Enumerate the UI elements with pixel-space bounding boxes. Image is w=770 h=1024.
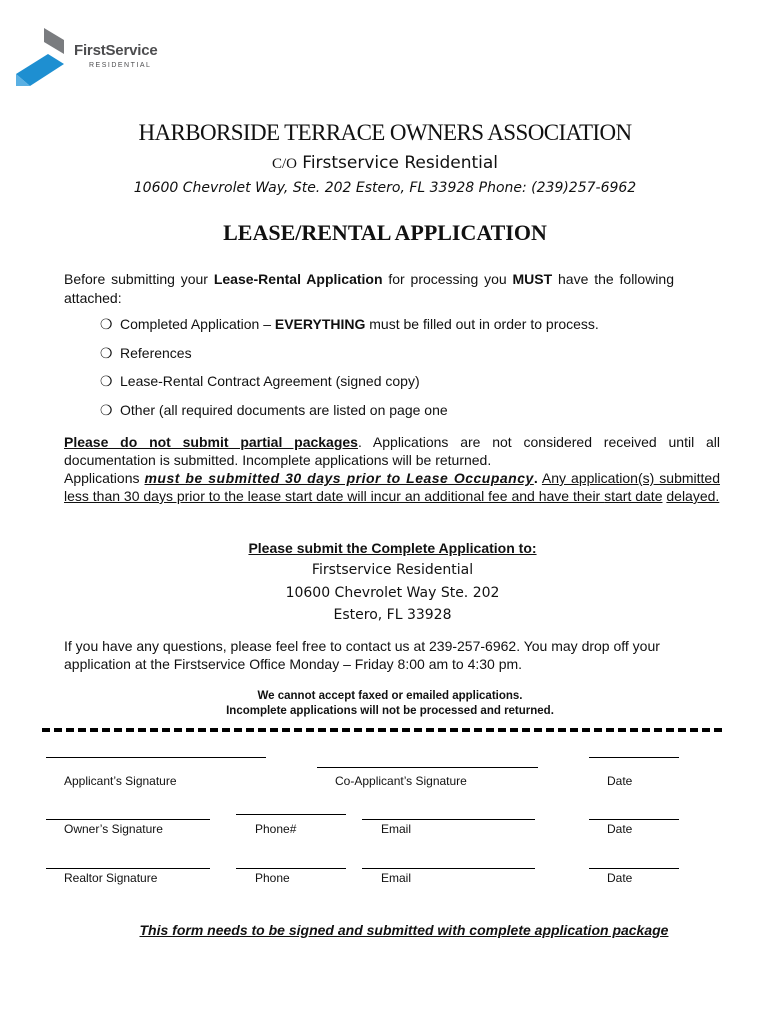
checklist-item1-post: must be filled out in order to process. [365, 316, 599, 332]
realtor-phone-label: Phone [255, 871, 290, 885]
application-title: LEASE/RENTAL APPLICATION [223, 220, 547, 245]
notice-text-1: . Applications are not considered received until all documentation is submitted. Incomplete applications will be returned. [64, 434, 720, 468]
questions-paragraph: If you have any questions, please feel free to contact us at 239-257-6962. You may drop off your application at the Firstservice Office Monday – Friday 8:00 am to 4:30 pm. [64, 638, 660, 672]
circle-bullet-icon: ❍ [100, 401, 113, 418]
firstservice-logo [14, 26, 174, 90]
notice-text-2: Applications [64, 470, 145, 486]
submission-notice [64, 433, 720, 505]
submit-address-line2: 10600 Chevrolet Way Ste. 202 [285, 584, 500, 601]
circle-bullet-icon: ❍ [100, 373, 113, 389]
fax-note-line2: Incomplete applications will not be processed and returned. [226, 705, 554, 717]
applicant-signature-line[interactable] [46, 757, 266, 758]
checklist-item1-bold: EVERYTHING [274, 316, 366, 332]
submit-address [0, 559, 770, 627]
intro-bold-must: MUST [512, 271, 553, 287]
applicant-signature-label: Applicant’s Signature [64, 774, 177, 788]
checklist-item1-pre: Completed Application – [120, 316, 275, 332]
notice-partial-packages: Please do not submit partial packages [64, 434, 358, 450]
date-line-2[interactable] [589, 819, 679, 820]
intro-bold-application: Lease-Rental Application [213, 271, 383, 287]
care-of-line [0, 152, 770, 174]
checklist-item-text: Other (all required documents are listed on page one [120, 401, 448, 418]
logo-brand-sub: RESIDENTIAL [89, 62, 152, 69]
logo-mark-icon [14, 26, 74, 90]
date-label-3: Date [607, 871, 633, 885]
circle-bullet-icon: ❍ [100, 344, 113, 361]
owner-phone-line[interactable] [236, 814, 346, 815]
footer-note: This form needs to be signed and submitted with complete application package [139, 922, 669, 938]
notice-30-days-emphasis: must be submitted 30 days prior to Lease Occupancy [144, 470, 534, 486]
notice-underlined-3: delayed. [666, 488, 720, 504]
circle-bullet-icon: ❍ [100, 316, 113, 332]
intro-text-2: for processing you [382, 271, 513, 287]
logo-brand-name: FirstService [74, 42, 158, 59]
checklist-item-text [120, 314, 599, 334]
notice-underlined-2: start date [604, 488, 663, 504]
co-applicant-signature-label: Co-Applicant’s Signature [335, 774, 467, 788]
list-item [100, 314, 700, 343]
care-of-prefix: C/O [271, 156, 297, 172]
dashed-divider [42, 728, 722, 732]
owner-phone-label: Phone# [255, 822, 297, 836]
submit-address-line3: Estero, FL 33928 [333, 607, 452, 623]
realtor-signature-label: Realtor Signature [64, 871, 158, 885]
notice-period: . [533, 470, 538, 486]
realtor-phone-line[interactable] [236, 868, 346, 869]
realtor-email-label: Email [381, 871, 412, 885]
care-of-company: Firstservice Residential [302, 153, 498, 173]
co-applicant-signature-line[interactable] [317, 767, 538, 768]
intro-text-3: have the following attached: [64, 271, 674, 306]
date-line-1[interactable] [589, 757, 679, 758]
date-line-3[interactable] [589, 868, 679, 869]
list-item [100, 400, 700, 429]
list-item [100, 371, 700, 400]
owner-email-line[interactable] [362, 819, 535, 820]
submit-address-line1: Firstservice Residential [311, 562, 474, 578]
owner-signature-line[interactable] [46, 819, 210, 820]
notice-underlined-1: Any application(s) submitted [541, 470, 720, 486]
list-item [100, 343, 700, 372]
association-name: HARBORSIDE TERRACE OWNERS ASSOCIATION [138, 120, 632, 145]
checklist-item-text: Lease-Rental Contract Agreement (signed copy) [120, 373, 420, 389]
realtor-email-line[interactable] [362, 868, 535, 869]
fax-note-line1: We cannot accept faxed or emailed applications. [257, 690, 523, 702]
intro-text-1: Before submitting your [64, 271, 214, 287]
date-label-2: Date [607, 822, 633, 836]
owner-signature-label: Owner’s Signature [64, 822, 163, 836]
owner-email-label: Email [381, 822, 412, 836]
required-attachments-list [100, 314, 700, 428]
intro-paragraph [64, 270, 674, 308]
header-address: 10600 Chevrolet Way, Ste. 202 Estero, FL 33928 Phone: (239)257-6962 [133, 180, 637, 196]
notice-text-3: less than 30 days prior to the lease start date will incur an additional fee and have their [64, 488, 605, 504]
fax-note [0, 689, 770, 719]
submit-heading: Please submit the Complete Application to: [248, 540, 537, 556]
checklist-item-text: References [120, 344, 192, 361]
realtor-signature-line[interactable] [46, 868, 210, 869]
date-label-1: Date [607, 774, 633, 788]
